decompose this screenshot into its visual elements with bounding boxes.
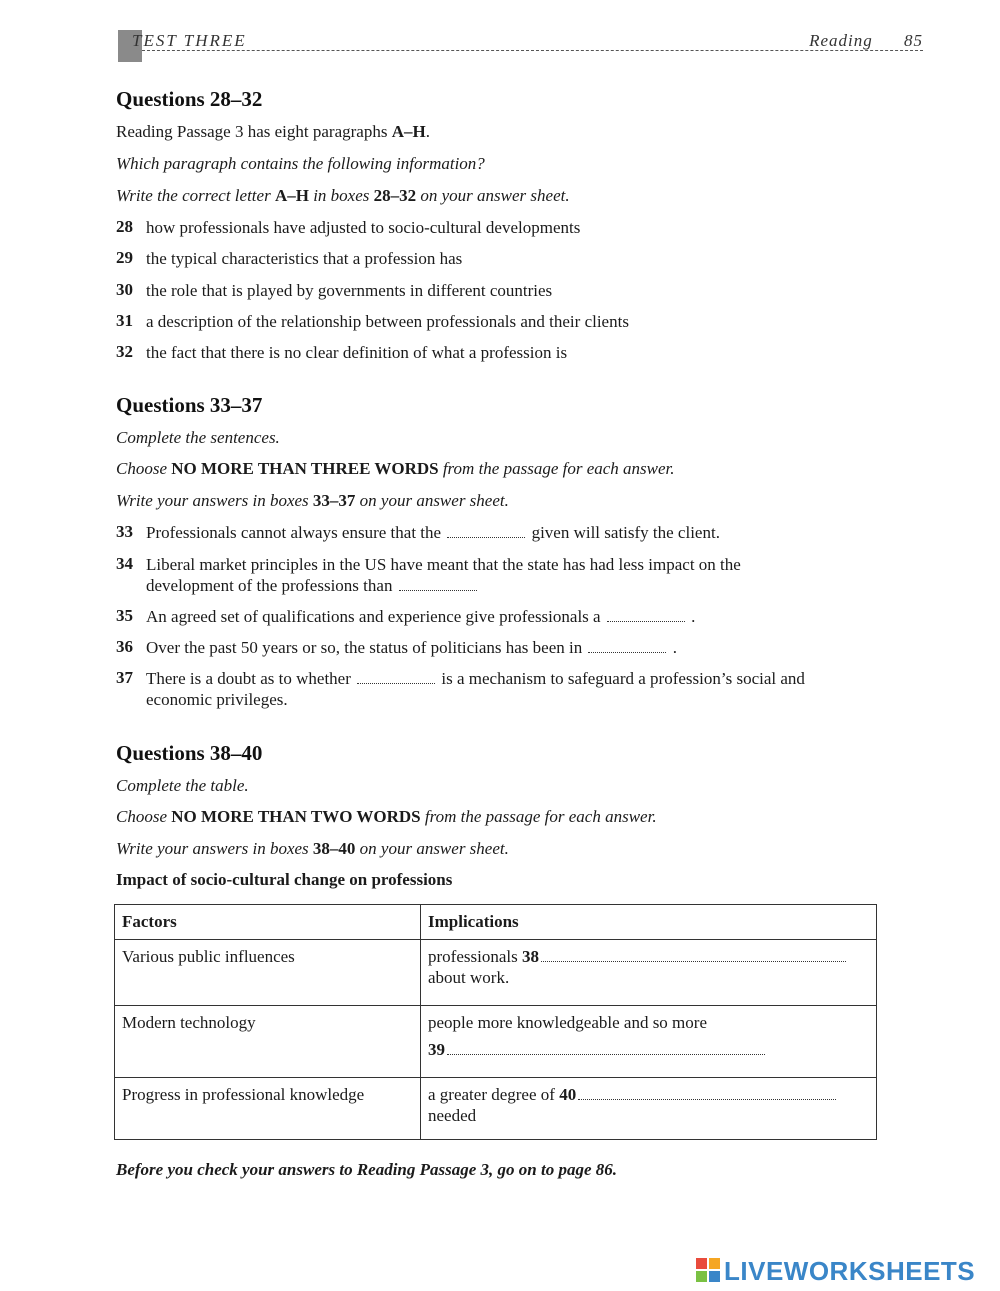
header-divider <box>142 50 923 51</box>
table-row <box>115 1006 877 1078</box>
answer-blank-34[interactable] <box>399 578 477 591</box>
test-title: TEST THREE <box>132 31 247 50</box>
section-title: Questions 28–32 <box>116 87 263 111</box>
liveworksheets-text: LIVEWORKSHEETS <box>724 1256 976 1286</box>
implications-table <box>114 904 877 1140</box>
instruction: Write your answers in boxes 38–40 on your answer sheet. <box>116 839 509 858</box>
instruction: Write the correct letter A–H in boxes 28–32 on your answer sheet. <box>116 186 570 205</box>
column-header-factors: Factors <box>115 905 421 940</box>
section-intro: Reading Passage 3 has eight paragraphs A–H. <box>116 122 430 141</box>
page-section-number <box>809 31 923 51</box>
instruction: Complete the table. <box>116 776 249 795</box>
instruction: Complete the sentences. <box>116 428 280 447</box>
implication-cell: a greater degree of 40 needed <box>421 1078 877 1140</box>
answer-blank-36[interactable] <box>588 640 666 653</box>
instruction: Choose NO MORE THAN THREE WORDS from the passage for each answer. <box>116 459 675 478</box>
instruction: Which paragraph contains the following information? <box>116 154 485 173</box>
answer-blank-33[interactable] <box>447 525 525 538</box>
table-row <box>115 1078 877 1140</box>
footer-note: Before you check your answers to Reading Passage 3, go on to page 86. <box>116 1160 618 1179</box>
instruction: Write your answers in boxes 33–37 on your answer sheet. <box>116 491 509 510</box>
section-title: Questions 33–37 <box>116 393 263 417</box>
table-row <box>115 940 877 1006</box>
page-number: 85 <box>904 31 923 50</box>
factor-cell: Various public influences <box>115 940 421 1006</box>
liveworksheets-icon <box>696 1258 720 1282</box>
implication-cell: professionals 38 about work. <box>421 940 877 1006</box>
answer-blank-37[interactable] <box>357 671 435 684</box>
implication-cell: people more knowledgeable and so more 39 <box>421 1006 877 1078</box>
instruction: Choose NO MORE THAN TWO WORDS from the passage for each answer. <box>116 807 657 826</box>
answer-blank-39[interactable] <box>447 1042 765 1055</box>
answer-blank-40[interactable] <box>578 1087 836 1100</box>
table-header-row <box>115 905 877 940</box>
page-header <box>118 28 923 58</box>
table-title: Impact of socio-cultural change on professions <box>116 870 453 889</box>
section-label: Reading <box>809 31 873 50</box>
section-title: Questions 38–40 <box>116 741 263 765</box>
factor-cell: Progress in professional knowledge <box>115 1078 421 1140</box>
answer-blank-38[interactable] <box>541 949 846 962</box>
column-header-implications: Implications <box>421 905 877 940</box>
answer-blank-35[interactable] <box>607 609 685 622</box>
factor-cell: Modern technology <box>115 1006 421 1078</box>
